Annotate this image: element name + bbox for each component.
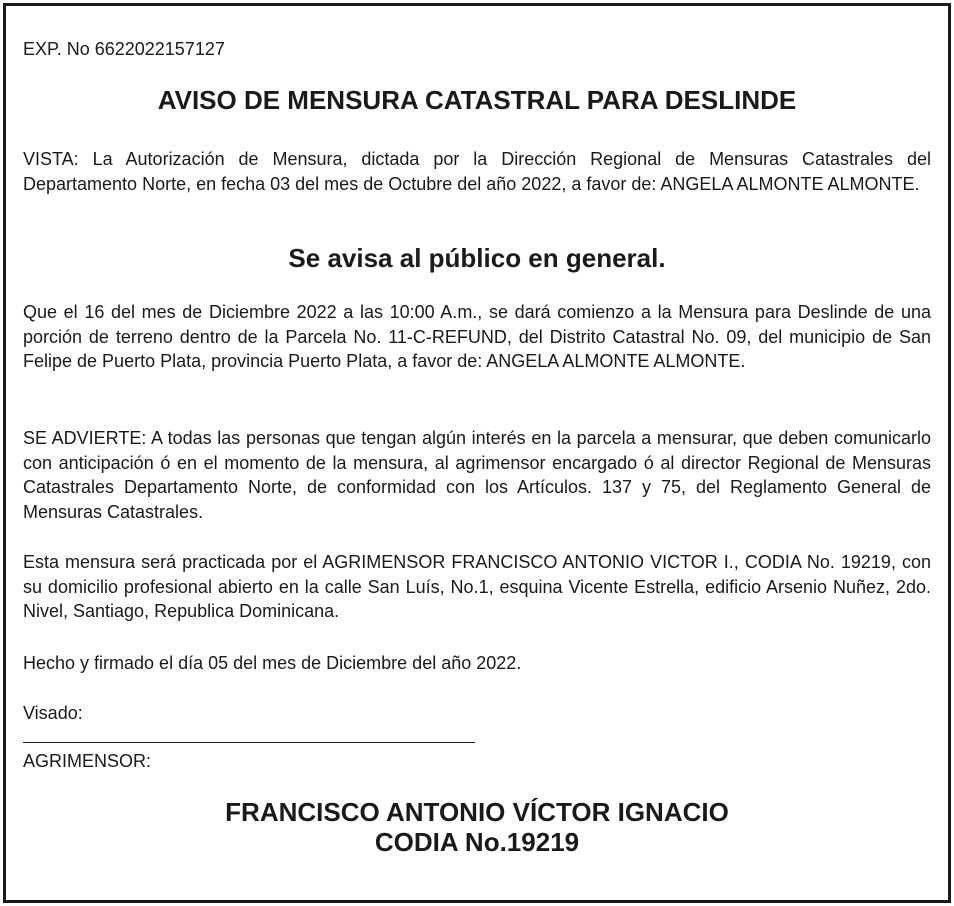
agrimensor-label: AGRIMENSOR: — [23, 751, 152, 771]
signer-block — [23, 797, 931, 857]
notice-content — [23, 6, 931, 900]
signer-codia: CODIA No.19219 — [374, 827, 580, 857]
date-paragraph: Que el 16 del mes de Diciembre 2022 a las 10:00 A.m., se dará comienzo a la Mensura para Deslinde de una porción de terreno dentro de la Parcela No. 11-C-REFUND, del Distrito Catastral No. 09, del municipio de San Felipe de Puerto Plata, provincia Puerto Plata, a favor de: ANGELA ALMONTE ALMONTE. — [23, 302, 931, 371]
notice-subtitle: Se avisa al público en general. — [288, 243, 666, 273]
signer-name: FRANCISCO ANTONIO VÍCTOR IGNACIO — [225, 797, 729, 827]
notice-title: AVISO DE MENSURA CATASTRAL PARA DESLINDE — [157, 85, 797, 115]
signed-date-paragraph: Hecho y firmado el día 05 del mes de Diciembre del año 2022. — [23, 653, 522, 673]
signature-line — [23, 742, 475, 743]
notice-frame — [3, 3, 951, 903]
surveyor-paragraph: Esta mensura será practicada por el AGRIMENSOR FRANCISCO ANTONIO VICTOR I., CODIA No. 19219, con su domicilio profesional abierto en la calle San Luís, No.1, esquina Vicente Estrella, edificio Arsenio Nuñez, 2do. Nivel, Santiago, Republica Dominicana. — [23, 552, 931, 621]
visado-label: Visado: — [23, 703, 83, 723]
expediente-number: EXP. No 6622022157127 — [23, 39, 225, 59]
vista-paragraph: VISTA: La Autorización de Mensura, dictada por la Dirección Regional de Mensuras Catastrales del Departamento Norte, en fecha 03 del mes de Octubre del año 2022, a favor de: ANGELA ALMONTE ALMONTE. — [23, 149, 931, 194]
advierte-paragraph: SE ADVIERTE: A todas las personas que tengan algún interés en la parcela a mensurar, que deben comunicarlo con anticipación ó en el momento de la mensura, al agrimensor encargado ó al director Regional de Mensuras Catastrales Departamento Norte, de conformidad con los Artículos. 137 y 75, del Reglamento General de Mensuras Catastrales. — [23, 428, 931, 522]
